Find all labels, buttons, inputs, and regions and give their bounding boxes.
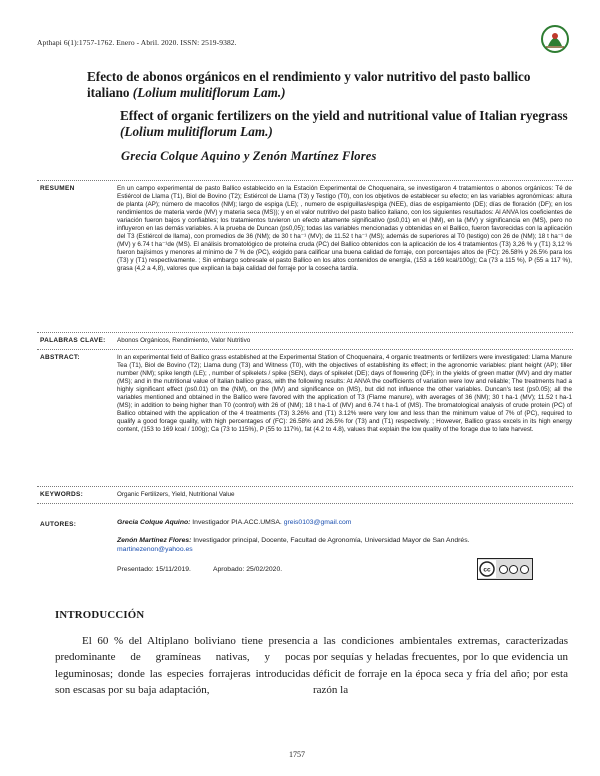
author-2-name: Zenón Martínez Flores: <box>117 537 192 544</box>
author-1-name: Grecia Colque Aquino: <box>117 519 191 526</box>
introduccion-heading: INTRODUCCIÓN <box>55 609 145 621</box>
title-english <box>120 108 570 140</box>
divider <box>37 349 573 350</box>
introduccion-right-column: a las condiciones ambientales extremas, caracterizadas por sequías y heladas frecuentes, por lo que evidencia un déficit de forraje en la época seca y fría del año; por esta razón la <box>313 635 568 697</box>
keywords-text: Organic Fertilizers, Yield, Nutritional Value <box>117 491 235 498</box>
introduccion-left-column: El 60 % del Altiplano boliviano tiene presencia predominante de gramíneas nativas, y pocas leguminosas; donde las especies forrajeras introducidas son escasas por su baja adaptación, <box>55 635 310 697</box>
cc-nc-icon <box>509 565 518 574</box>
divider <box>37 332 573 333</box>
author-2-email-link[interactable]: martinezenon@yahoo.es <box>117 546 193 553</box>
divider <box>37 486 573 487</box>
cc-by-icon <box>499 565 508 574</box>
divider <box>37 503 573 504</box>
cc-icon <box>478 560 496 578</box>
divider <box>37 180 573 181</box>
title-spanish <box>87 69 567 101</box>
svg-text:cc: cc <box>483 566 491 574</box>
author-1 <box>117 518 572 527</box>
cc-attribution-icons <box>496 565 532 574</box>
cc-sa-icon <box>520 565 529 574</box>
title-english-species: (Lolium mulitiflorum Lam.) <box>120 124 273 139</box>
creative-commons-license-badge[interactable] <box>477 558 533 580</box>
abstract-text: In an experimental field of Ballico grass established at the Experimental Station of Choquenaira, 4 organic treatments or fertilizers were investigated: Llama Manure Tea (T1), Biol de Bovino (T2); Llama dung (T3) and Witness (T0), with the objectives of establishing its effect; in the agronomic variables: plant height (AP); tiller number (NM); spike length (LE); , number of spikelets / spike (SEN), days of spikelet (DE); days of flowering (DF); in the yields of green matter (MV) and dry matter (MS); and in the nutritional value of Italian ballico grass, with the following results: At ANVA the coefficients of variation were low and reliable; The treatments had a highly significant effect (ps0.01) on the (NM), on the (MV) and significance on (MS), but did not influence the other variables. Duncan's test (ps0.05); all the variables mentioned and obtained in the Ballico were favored with the application of T3 (Flame manure), with averages of 36 (NM); 30 t ha-1 (MV); 11.52 t ha-1 (MS); in addition to being higher than T0 (control) with 26 of (NM); 18 t ha-1 of (MV) and 6.74 t ha-1 of (MS). The bromatological analysis of crude protein (PC) of Ballico obtained with the application of the 4 treatments (T3) 3.26% and (T1) 3.12% were very low and less than the minimum value of 7% of (PC), required to qualify a good forage quality, with high percentages of (FC): 26.58% and 26.5% for (T3) and (T1) respectively. ; However, Ballico grass excels in its high energy content, (153 to 169 kcal / 100g); Ca (73 to 115%), P (55 to 117%), fat (4.2 to 4.8), values that explain the low quality of the forage due to late harvest. <box>117 354 573 434</box>
palabras-clave-label: PALABRAS CLAVE: <box>40 337 106 344</box>
palabras-clave-text: Abonos Orgánicos, Rendimiento, Valor Nutritivo <box>117 337 251 344</box>
keywords-label: KEYWORDS: <box>40 491 84 498</box>
title-spanish-species: (Lolium mulitiflorum Lam.) <box>132 85 286 100</box>
journal-logo-icon <box>540 24 570 54</box>
author-2 <box>117 536 572 554</box>
author-1-email-link[interactable]: greis0103@gmail.com <box>283 519 352 526</box>
autores-label: AUTORES: <box>40 521 77 528</box>
authors-line: Grecia Colque Aquino y Zenón Martínez Flores <box>121 149 377 163</box>
aprobado-date: Aprobado: 25/02/2020. <box>212 566 283 573</box>
abstract-label: ABSTRACT: <box>40 354 80 361</box>
resumen-text: En un campo experimental de pasto Ballico establecido en la Estación Experimental de Choquenaira, se investigaron 4 tratamientos o abonos orgánicos: Té de Estiércol de Llama (T1), Biol de Bovino (T2); Estiércol de Llama (T3) y Testigo (T0), con los objetivos de establecer su efecto; en las variables agronómicas: altura de planta (AP); número de macollos (NM); largo de espiga (LE); , numero de espiguillas/espiga (NEE), días de espigamiento (DE); días de floración (DF); en los rendimientos de materia verde (MV) y materia seca (MS)); y en el valor nutritivo del pasto ballico italiano, con los siguientes resultados: Al ANVA los coeficientes de variación fueron bajos y confiables; los tratamientos tuvieron un efecto altamente significativo (ps0,01) en el (NM), en la (MV) y significancia en (MS), pero no influyeron en las demás variables. A la prueba de Duncan (ps0,05); todas las variables mencionadas y obtenidas en el Ballico, fueron favorecidas con la aplicación del T3 (Estiércol de llama), con promedios de 36 (NM); de 30 t ha⁻¹ (MV); de 11.52 t ha⁻¹ (MS); además de superiores al T0 (testigo) con 26 de (NM); 18 t ha⁻¹ de (MV) y 6.74 t ha⁻¹de (MS). El análisis bromatológico de proteína cruda (PC) del Ballico obtenidos con la aplicación de los 4 tratamientos (T3) 3,26 % y (T1) 3,12 % fueron bajísimos y menores al mínimo de 7 % de (PC), exigido para calificar una buena calidad de forraje, con porcentajes altos de (FC): 26.58% y 26.5% para los (T3) y (T1) respectivamente. ; Sin embargo sobresale el pasto Ballico en los altos contenidos de energía, (153 a 169 kcal/100g); Ca (73 a 115 %), P (55 a 117 %), grasa (4,2 a 4,8), valores que explican la baja calidad del forraje por la cosecha tardía. <box>117 185 572 273</box>
author-1-role: Investigador PIA.ACC.UMSA. <box>190 519 284 526</box>
resumen-label: RESUMEN <box>40 185 75 192</box>
title-spanish-main: Efecto de abonos orgánicos en el rendimiento y valor nutritivo del pasto ballico italiano <box>87 69 531 100</box>
presentado-date: Presentado: 15/11/2019. <box>117 566 191 573</box>
author-2-role: Investigador principal, Docente, Facultad de Agronomía, Universidad Mayor de San Andrés. <box>191 537 470 544</box>
title-english-main: Effect of organic fertilizers on the yield and nutritional value of Italian ryegrass <box>120 108 568 123</box>
submission-dates <box>117 566 282 573</box>
page-number: 1757 <box>289 750 305 759</box>
journal-citation: Apthapi 6(1):1757-1762. Enero - Abril. 2020. ISSN: 2519-9382. <box>37 38 237 47</box>
